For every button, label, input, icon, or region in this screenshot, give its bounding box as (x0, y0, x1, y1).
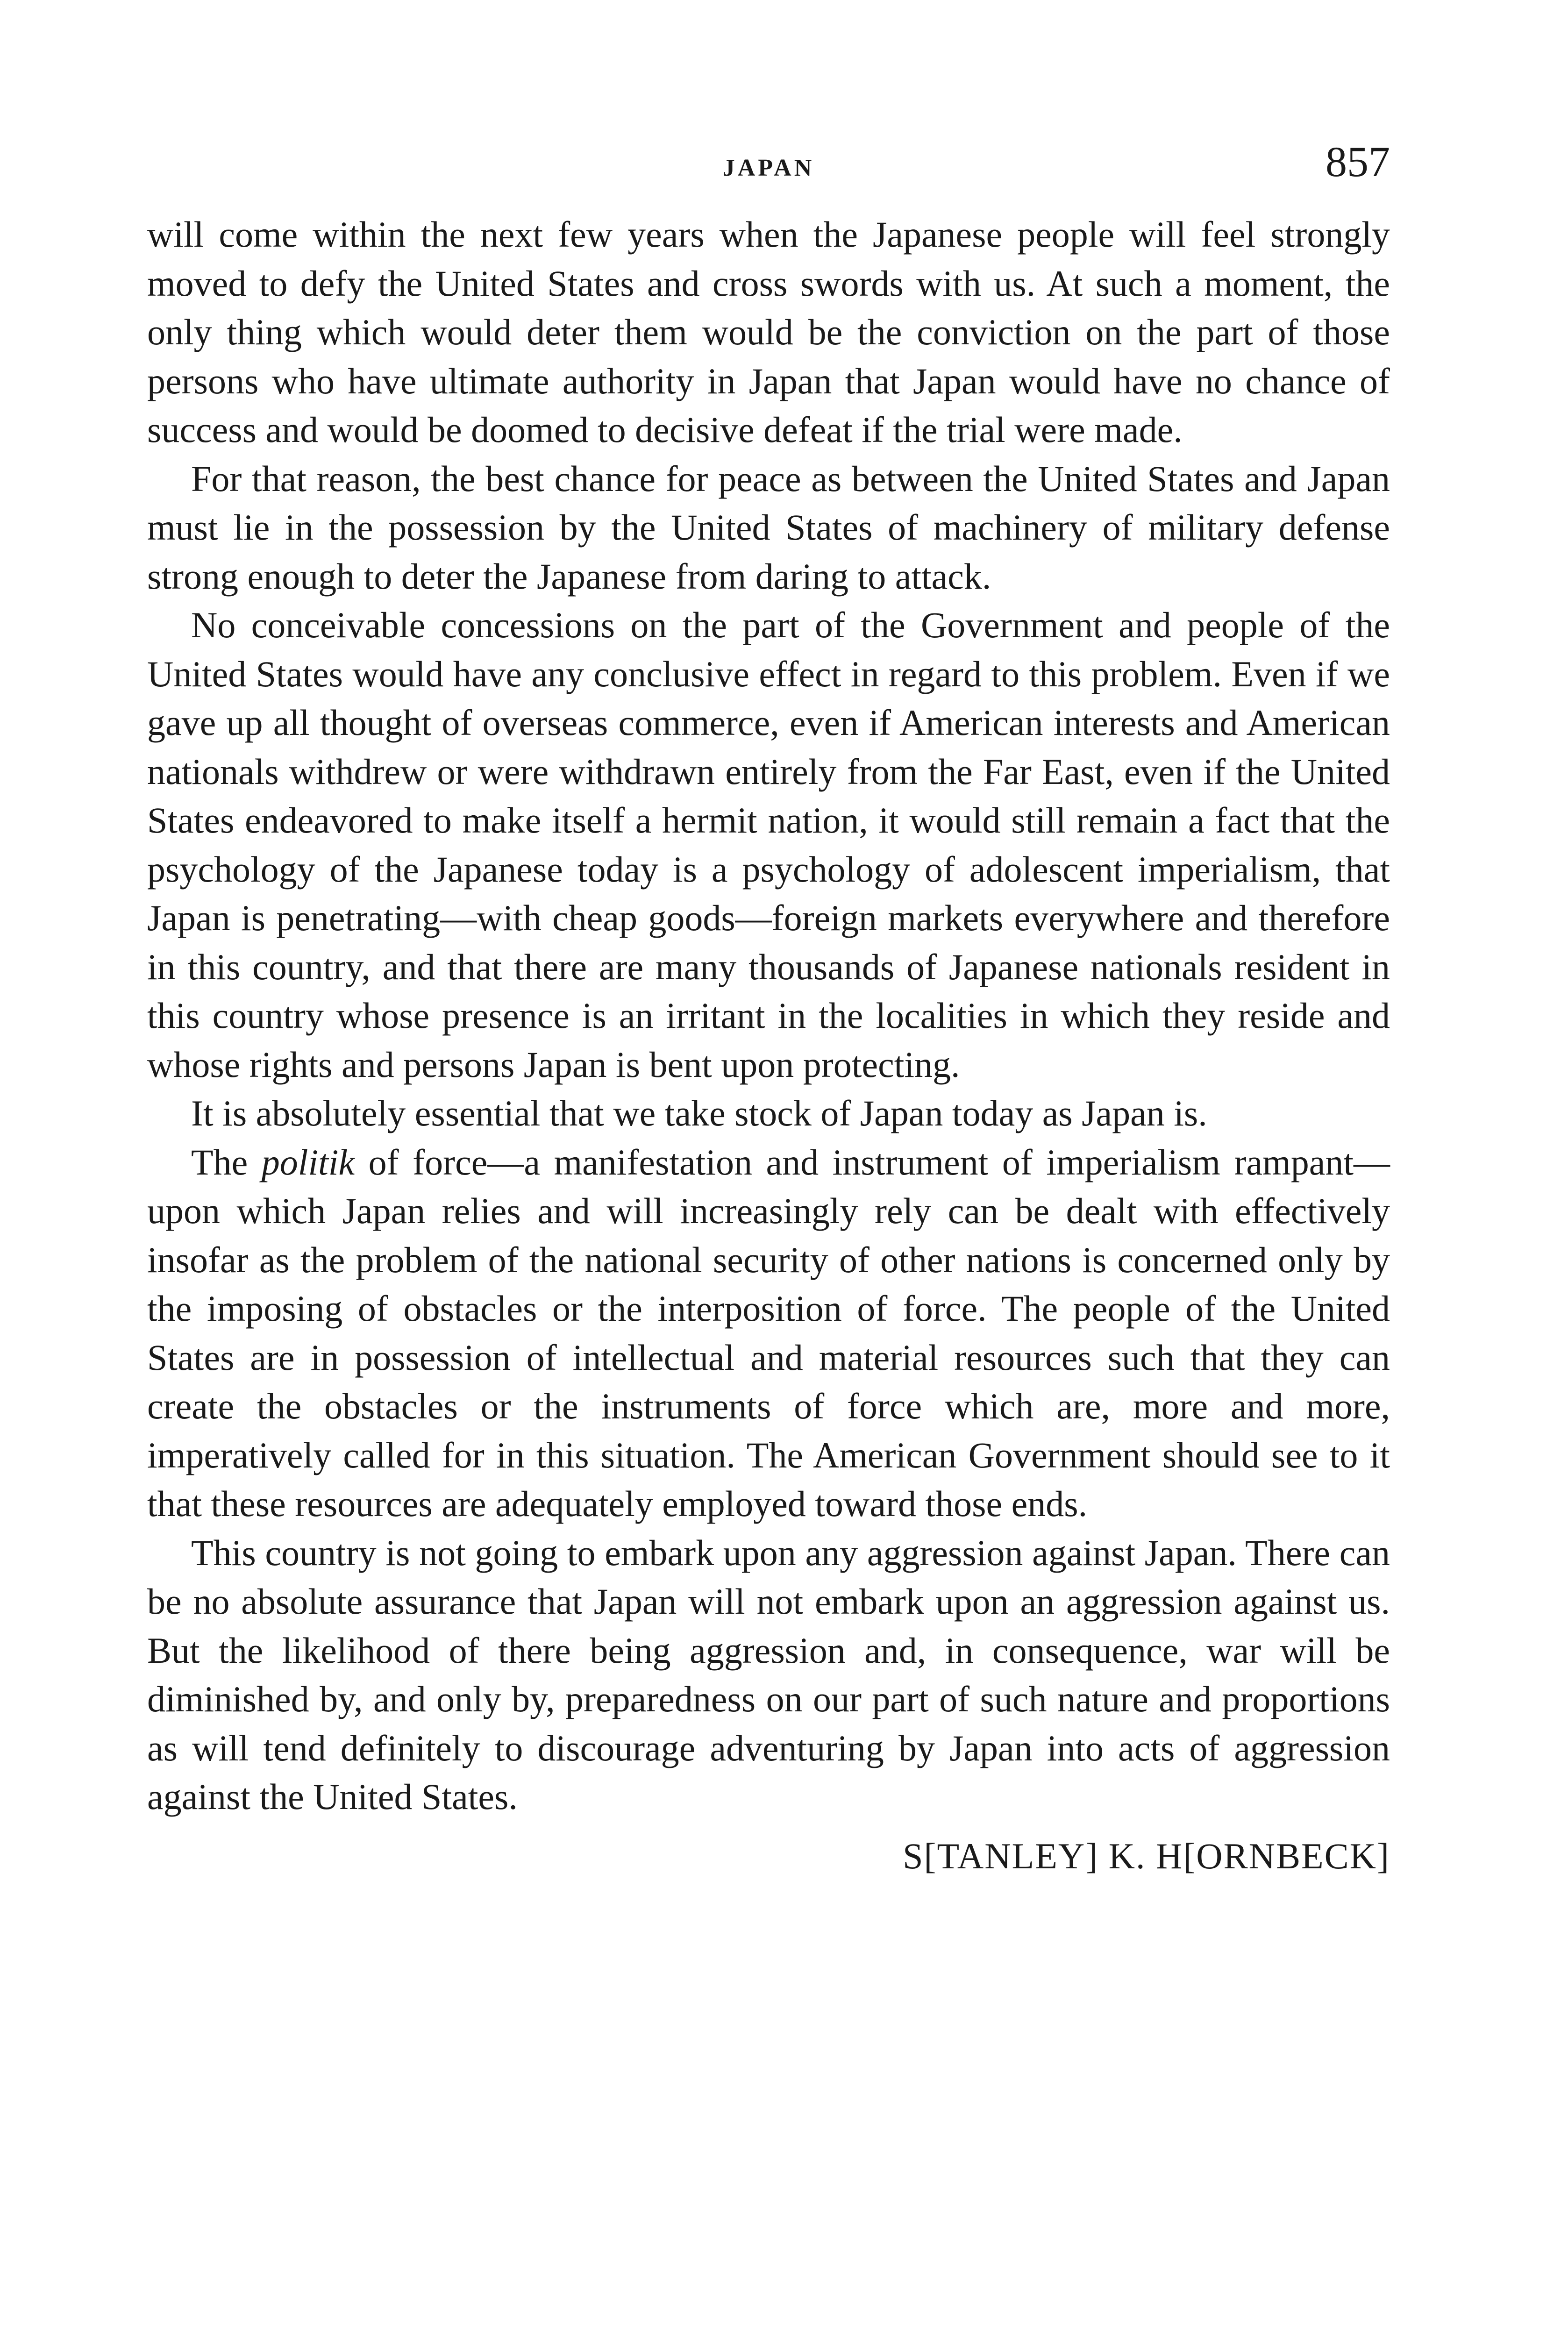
paragraph-continued: will come within the next few years when the Japanese people will feel strongly moved to defy the United States and cross swords with us. At such a moment, the only thing which would deter them would be the conviction on the part of those persons who have ultimate authority in Japan that Japan would have no chance of success and would be doomed to decisive defeat if the trial were made. (147, 214, 1390, 450)
politik-lead: The (191, 1141, 262, 1182)
paragraph-no-aggression: This country is not going to embark upon any aggression against Japan. There can be no absolute assurance that Japan will not embark upon an aggression against us. But the likelihood of there being aggression and, in consequence, war will be diminished by, and only by, preparedness on our part of such nature and proportions as will tend definitely to discourage adventuring by Japan into acts of aggression against the United States. (147, 1532, 1390, 1817)
body-text (147, 210, 1390, 1822)
running-header (147, 140, 1390, 210)
page-number: 857 (1326, 138, 1390, 185)
paragraph-best-chance: For that reason, the best chance for peace as between the United States and Japan must lie in the possession by the United States of machinery of military defense strong enough to deter the Japanese from daring to attack. (147, 458, 1390, 597)
signature (147, 1832, 1390, 1880)
running-title: JAPAN (722, 155, 815, 181)
politik-rest: of force—a manifestation and instrument of imperialism rampant—upon which Japan relies and will increasingly rely can be dealt with effectively insofar as the problem of the national security of other nations is concerned only by the imposing of obstacles or the interposition of force. The people of the United States are in possession of intellectual and material resources such that they can create the obstacles or the instruments of force which are, more and more, imperatively called for in this situation. The American Government should see to it that these resources are adequately employed toward those ends. (147, 1141, 1390, 1524)
politik-italic-term: politik (261, 1141, 355, 1182)
paragraph-politik (147, 1138, 1390, 1529)
signature-middle: ] K. H[ (1085, 1835, 1197, 1876)
paragraph-concessions: No conceivable concessions on the part of the Government and people of the United States would have any conclusive effect in regard to this problem. Even if we gave up all thought of overseas commerce, even if American interests and American nationals withdrew or were withdrawn entirely from the Far East, even if the United States endeavored to make itself a hermit nation, it would still remain a fact that the psychology of the Japanese today is a psychology of adolescent imperialism, that Japan is penetrating—with cheap goods—foreign markets everywhere and therefore in this country, and that there are many thousands of Japanese nationals resident in this country whose presence is an irritant in the localities in which they reside and whose rights and persons Japan is bent upon protecting. (147, 605, 1390, 1085)
signature-first-initial: S[ (903, 1835, 937, 1876)
document-page (147, 140, 1390, 1880)
signature-first-rest: TANLEY (937, 1835, 1086, 1876)
signature-last-rest: ORNBECK (1196, 1835, 1377, 1876)
signature-close: ] (1377, 1835, 1390, 1876)
paragraph-take-stock: It is absolutely essential that we take stock of Japan today as Japan is. (191, 1093, 1207, 1133)
